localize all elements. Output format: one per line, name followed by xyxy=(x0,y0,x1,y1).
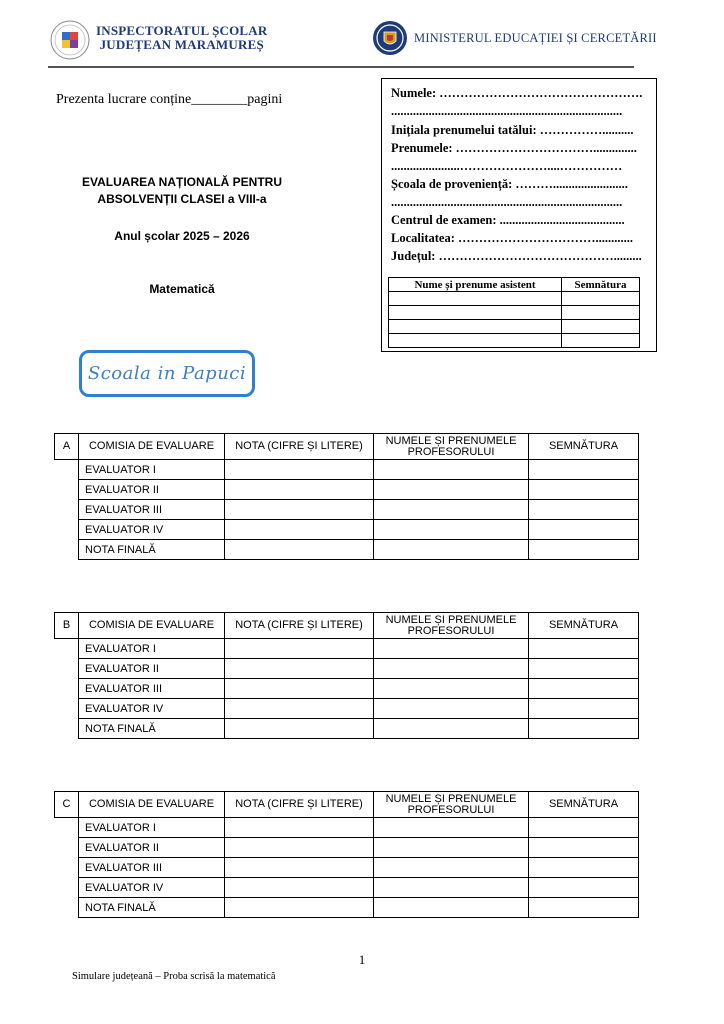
grading-column-header: NUMELE ȘI PRENUMELE PROFESORULUI xyxy=(374,434,529,460)
table-row xyxy=(55,679,639,699)
row-spacer xyxy=(55,679,79,699)
ministry-emblem-icon xyxy=(372,20,408,56)
assistant-cell[interactable] xyxy=(389,292,562,306)
grading-table xyxy=(54,791,639,918)
signature-cell[interactable] xyxy=(529,639,639,659)
grading-header-row xyxy=(55,434,639,460)
table-row xyxy=(55,659,639,679)
row-spacer xyxy=(55,898,79,918)
signature-cell[interactable] xyxy=(529,659,639,679)
info-line-exam-center[interactable]: Centrul de examen: ........................................ xyxy=(391,213,625,227)
grade-cell[interactable] xyxy=(225,878,374,898)
teacher-name-cell[interactable] xyxy=(374,898,529,918)
signature-cell[interactable] xyxy=(529,878,639,898)
grading-table xyxy=(54,433,639,560)
teacher-name-cell[interactable] xyxy=(374,520,529,540)
grading-column-header: NUMELE ȘI PRENUMELE PROFESORULUI xyxy=(374,792,529,818)
grade-cell[interactable] xyxy=(225,719,374,739)
ministry-title: MINISTERUL EDUCAȚIEI ȘI CERCETĂRII xyxy=(414,31,657,45)
evaluator-label: NOTA FINALĂ xyxy=(79,540,225,560)
assistant-cell[interactable] xyxy=(562,306,640,320)
evaluator-label: EVALUATOR II xyxy=(79,838,225,858)
signature-cell[interactable] xyxy=(529,500,639,520)
info-line-first-name[interactable]: Prenumele: …………………………….............. xyxy=(391,141,637,155)
assistant-table xyxy=(388,277,640,348)
table-row xyxy=(55,719,639,739)
isj-title-line2: JUDEȚEAN MARAMUREȘ xyxy=(99,37,264,52)
assistant-cell[interactable] xyxy=(389,306,562,320)
signature-cell[interactable] xyxy=(529,898,639,918)
grading-column-header: COMISIA DE EVALUARE xyxy=(79,792,225,818)
grade-cell[interactable] xyxy=(225,679,374,699)
row-spacer xyxy=(55,520,79,540)
info-line-father-initial[interactable]: Inițiala prenumelui tatălui: …………….......... xyxy=(391,123,634,137)
grade-cell[interactable] xyxy=(225,659,374,679)
info-line-first-name-cont[interactable]: ......................…………………....…………… xyxy=(391,159,623,173)
page-number: 1 xyxy=(358,952,366,967)
signature-cell[interactable] xyxy=(529,460,639,480)
assistant-cell[interactable] xyxy=(562,320,640,334)
scoala-in-papuci-logo xyxy=(79,350,255,397)
grading-column-header: SEMNĂTURA xyxy=(529,434,639,460)
row-spacer xyxy=(55,659,79,679)
evaluator-label: EVALUATOR III xyxy=(79,679,225,699)
evaluator-label: NOTA FINALĂ xyxy=(79,898,225,918)
teacher-name-cell[interactable] xyxy=(374,659,529,679)
grading-table-c xyxy=(54,791,638,918)
table-row xyxy=(55,699,639,719)
evaluator-label: EVALUATOR I xyxy=(79,460,225,480)
grading-column-header: NUMELE ȘI PRENUMELE PROFESORULUI xyxy=(374,613,529,639)
exam-title xyxy=(60,174,304,208)
grade-cell[interactable] xyxy=(225,520,374,540)
logo-text: Scoala in Papuci xyxy=(87,363,247,384)
school-year: Anul școlar 2025 – 2026 xyxy=(114,229,250,243)
info-line-locality[interactable]: Localitatea: ……………………………............ xyxy=(391,231,633,245)
teacher-name-cell[interactable] xyxy=(374,719,529,739)
teacher-name-cell[interactable] xyxy=(374,679,529,699)
table-row xyxy=(55,460,639,480)
table-row xyxy=(55,878,639,898)
grading-column-header: NOTA (CIFRE ȘI LITERE) xyxy=(225,434,374,460)
header-divider xyxy=(48,66,634,68)
grade-cell[interactable] xyxy=(225,460,374,480)
grade-cell[interactable] xyxy=(225,639,374,659)
info-line-name[interactable]: Numele: …………………………………………. xyxy=(391,86,643,100)
row-spacer xyxy=(55,639,79,659)
row-spacer xyxy=(55,480,79,500)
pages-count-text: Prezenta lucrare conține________pagini xyxy=(56,92,283,107)
grading-table-a xyxy=(54,433,638,560)
teacher-name-cell[interactable] xyxy=(374,818,529,838)
signature-cell[interactable] xyxy=(529,719,639,739)
grading-column-header: NOTA (CIFRE ȘI LITERE) xyxy=(225,792,374,818)
teacher-name-cell[interactable] xyxy=(374,500,529,520)
table-row xyxy=(55,540,639,560)
table-row xyxy=(55,898,639,918)
table-row xyxy=(55,818,639,838)
row-spacer xyxy=(55,858,79,878)
evaluator-label: EVALUATOR III xyxy=(79,858,225,878)
row-spacer xyxy=(55,699,79,719)
evaluator-label: EVALUATOR IV xyxy=(79,699,225,719)
row-spacer xyxy=(55,460,79,480)
evaluator-label: EVALUATOR II xyxy=(79,659,225,679)
grade-cell[interactable] xyxy=(225,818,374,838)
evaluator-label: EVALUATOR II xyxy=(79,480,225,500)
teacher-name-cell[interactable] xyxy=(374,858,529,878)
row-spacer xyxy=(55,878,79,898)
grading-column-header: COMISIA DE EVALUARE xyxy=(79,434,225,460)
assistant-cell[interactable] xyxy=(389,320,562,334)
signature-cell[interactable] xyxy=(529,679,639,699)
grade-cell[interactable] xyxy=(225,699,374,719)
grading-table-b xyxy=(54,612,638,739)
teacher-name-cell[interactable] xyxy=(374,838,529,858)
grade-cell[interactable] xyxy=(225,540,374,560)
row-spacer xyxy=(55,500,79,520)
subject: Matematică xyxy=(149,282,215,296)
row-spacer xyxy=(55,818,79,838)
assistant-signature-header: Semnătura xyxy=(562,278,640,292)
evaluator-label: NOTA FINALĂ xyxy=(79,719,225,739)
grade-cell[interactable] xyxy=(225,480,374,500)
table-letter: A xyxy=(55,434,79,460)
info-line-school-cont[interactable]: .......................................................................... xyxy=(391,195,623,209)
signature-cell[interactable] xyxy=(529,838,639,858)
info-line-school[interactable]: Școala de proveniență: ………........................ xyxy=(391,177,628,191)
candidate-info-box xyxy=(381,78,657,352)
teacher-name-cell[interactable] xyxy=(374,480,529,500)
teacher-name-cell[interactable] xyxy=(374,540,529,560)
evaluator-label: EVALUATOR IV xyxy=(79,520,225,540)
signature-cell[interactable] xyxy=(529,480,639,500)
assistant-cell[interactable] xyxy=(562,292,640,306)
grade-cell[interactable] xyxy=(225,500,374,520)
evaluator-label: EVALUATOR III xyxy=(79,500,225,520)
footer-text: Simulare județeană – Proba scrisă la matematică xyxy=(72,971,276,982)
grading-column-header: NOTA (CIFRE ȘI LITERE) xyxy=(225,613,374,639)
signature-cell[interactable] xyxy=(529,818,639,838)
teacher-name-cell[interactable] xyxy=(374,878,529,898)
assistant-cell[interactable] xyxy=(562,334,640,348)
grading-header-row xyxy=(55,613,639,639)
teacher-name-cell[interactable] xyxy=(374,699,529,719)
grade-cell[interactable] xyxy=(225,858,374,878)
grading-table xyxy=(54,612,639,739)
evaluator-label: EVALUATOR IV xyxy=(79,878,225,898)
grading-column-header: SEMNĂTURA xyxy=(529,792,639,818)
info-line-county[interactable]: Județul: ……………………………………......... xyxy=(391,249,642,263)
teacher-name-cell[interactable] xyxy=(374,460,529,480)
row-spacer xyxy=(55,719,79,739)
table-row xyxy=(55,500,639,520)
grading-column-header: COMISIA DE EVALUARE xyxy=(79,613,225,639)
table-row xyxy=(55,639,639,659)
table-row xyxy=(55,838,639,858)
assistant-cell[interactable] xyxy=(389,334,562,348)
info-line-name-cont[interactable]: .......................................................................... xyxy=(391,104,623,118)
table-row xyxy=(55,520,639,540)
grade-cell[interactable] xyxy=(225,838,374,858)
table-letter: B xyxy=(55,613,79,639)
assistant-name-header: Nume și prenume asistent xyxy=(389,278,562,292)
signature-cell[interactable] xyxy=(529,699,639,719)
exam-title-line2: ABSOLVENȚII CLASEI a VIII-a xyxy=(97,192,267,206)
row-spacer xyxy=(55,540,79,560)
table-letter: C xyxy=(55,792,79,818)
signature-cell[interactable] xyxy=(529,520,639,540)
row-spacer xyxy=(55,838,79,858)
table-row xyxy=(55,480,639,500)
evaluator-label: EVALUATOR I xyxy=(79,818,225,838)
isj-title xyxy=(96,24,267,52)
exam-title-line1: EVALUAREA NAȚIONALĂ PENTRU xyxy=(82,175,282,189)
grading-column-header: SEMNĂTURA xyxy=(529,613,639,639)
grade-cell[interactable] xyxy=(225,898,374,918)
signature-cell[interactable] xyxy=(529,540,639,560)
table-row xyxy=(55,858,639,878)
evaluator-label: EVALUATOR I xyxy=(79,639,225,659)
teacher-name-cell[interactable] xyxy=(374,639,529,659)
signature-cell[interactable] xyxy=(529,858,639,878)
grading-header-row xyxy=(55,792,639,818)
isj-logo-icon xyxy=(50,20,90,60)
isj-title-line1: INSPECTORATUL ȘCOLAR xyxy=(96,23,268,38)
